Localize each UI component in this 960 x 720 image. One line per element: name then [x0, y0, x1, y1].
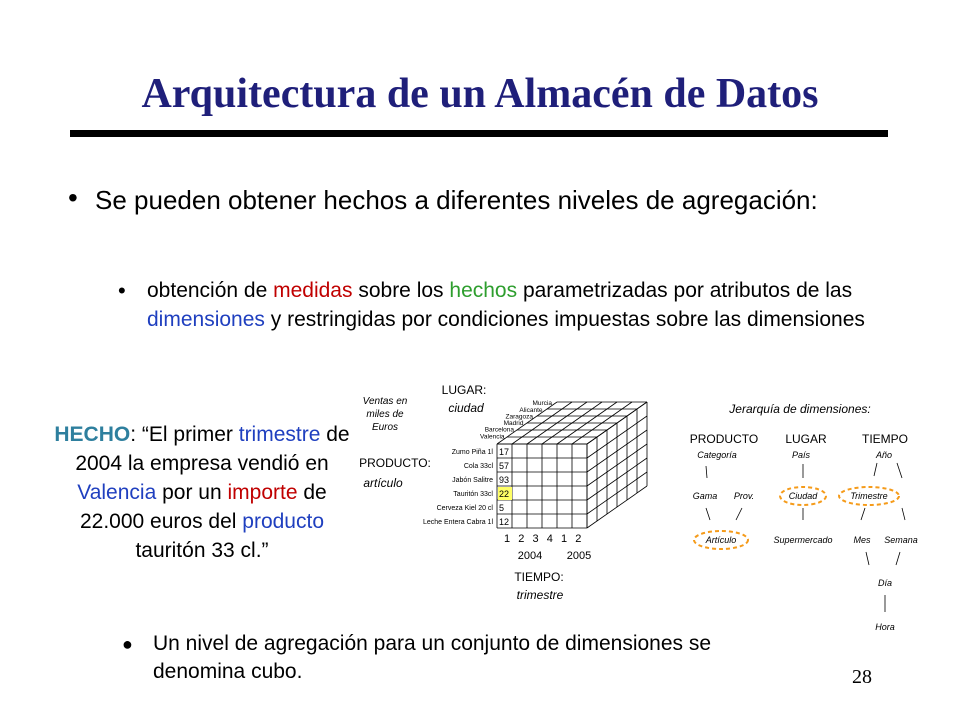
cell-value: 57 — [499, 461, 510, 471]
h-ano: Año — [875, 450, 893, 460]
hecho-t2: de 2004 la empresa vendió en — [75, 423, 350, 475]
lugar-label: LUGAR: — [441, 383, 487, 397]
city-label: Murcia — [532, 400, 552, 408]
city-label: Zaragoza — [505, 413, 533, 421]
product-label: Cola 33cl — [463, 463, 493, 470]
measure-label-3: Euros — [371, 422, 399, 433]
h-supermercado: Supermercado — [773, 535, 833, 545]
hecho-label: HECHO — [54, 423, 131, 446]
product-label: Tauritón 33cl — [453, 491, 493, 498]
hecho-producto: producto — [242, 510, 325, 533]
hecho-t4: de 22.000 euros del — [79, 481, 327, 533]
h-hora: Hora — [875, 622, 895, 632]
hecho-t1: : “El primer — [130, 423, 239, 446]
hierarchy-title: Jerarquía de dimensiones: — [729, 402, 871, 416]
quarter-label: 1 — [560, 533, 568, 545]
quarter-label: 3 — [532, 533, 539, 545]
city-label: Valencia — [480, 433, 505, 441]
cell-value: 22 — [499, 489, 510, 499]
bullet-3-marker: ● — [122, 634, 133, 654]
cell-value: 93 — [499, 475, 510, 485]
tiempo-level: trimestre — [516, 588, 564, 602]
b2-hechos: hechos — [449, 279, 518, 302]
bullet-2-marker: • — [118, 278, 126, 303]
cell-value: 5 — [499, 503, 505, 513]
producto-level: artículo — [363, 476, 403, 490]
hecho-t5: tauritón 33 cl.” — [135, 539, 269, 562]
hecho-valencia: Valencia — [77, 481, 157, 504]
h-ciudad: Ciudad — [788, 491, 818, 501]
slide-title: Arquitectura de un Almacén de Datos — [141, 71, 819, 117]
product-labels — [423, 449, 493, 526]
quarter-label: 2 — [518, 533, 525, 545]
b2-dimensiones: dimensiones — [147, 308, 265, 331]
h-trimestre: Trimestre — [850, 491, 888, 501]
city-label: Madrid — [503, 420, 524, 428]
cell-value: 17 — [499, 447, 510, 457]
bullet-1-text: Se pueden obtener hechos a diferentes niveles de agregación: — [95, 185, 818, 215]
h-dia: Día — [877, 578, 893, 588]
quarter-label: 4 — [546, 533, 553, 545]
dim-tiempo: TIEMPO — [861, 432, 909, 446]
h-mes: Mes — [853, 535, 871, 545]
b2-text-a: obtención de — [147, 279, 274, 302]
dim-lugar: LUGAR — [785, 432, 827, 446]
h-semana: Semana — [884, 535, 918, 545]
cell-value: 12 — [499, 517, 510, 527]
quarter-label: 1 — [503, 533, 511, 545]
city-label: Barcelona — [484, 426, 514, 434]
year-2004: 2004 — [517, 550, 543, 562]
h-articulo: Artículo — [705, 535, 737, 545]
product-label: Leche Entera Cabra 1l — [422, 519, 493, 526]
producto-label: PRODUCTO: — [359, 456, 431, 470]
lugar-level: ciudad — [448, 401, 484, 415]
b2-text-d: y restringidas por condiciones impuestas sobre las dimensiones — [264, 308, 865, 331]
product-label: Zumo Piña 1l — [451, 449, 493, 456]
h-pais: País — [791, 450, 811, 460]
year-2005: 2005 — [566, 550, 592, 562]
bullet-1-marker: • — [68, 182, 78, 213]
b2-medidas: medidas — [273, 279, 353, 302]
quarter-labels — [504, 533, 581, 545]
quarter-label: 2 — [575, 533, 582, 545]
b2-text-b: sobre los — [352, 279, 450, 302]
measure-label-2: miles de — [366, 409, 404, 420]
bullet-3-text: Un nivel de agregación para un conjunto de dimensiones se denomina cubo. — [153, 632, 712, 683]
product-label: Cerveza Kiel 20 cl — [436, 505, 493, 512]
b2-text-c: parametrizadas por atributos de las — [517, 279, 853, 302]
h-prov: Prov. — [733, 491, 755, 501]
h-gama: Gama — [692, 491, 718, 501]
city-label: Alicante — [519, 406, 543, 414]
h-categoria: Categoría — [697, 450, 737, 460]
hecho-trimestre: trimestre — [238, 423, 321, 446]
tiempo-label: TIEMPO: — [514, 570, 564, 584]
hecho-t3: por un — [156, 481, 228, 504]
product-label: Jabón Salitre — [452, 477, 493, 484]
measure-label-1: Ventas en — [362, 396, 408, 407]
dim-producto: PRODUCTO — [689, 432, 759, 446]
page-number: 28 — [852, 666, 872, 688]
hecho-importe: importe — [227, 481, 298, 504]
